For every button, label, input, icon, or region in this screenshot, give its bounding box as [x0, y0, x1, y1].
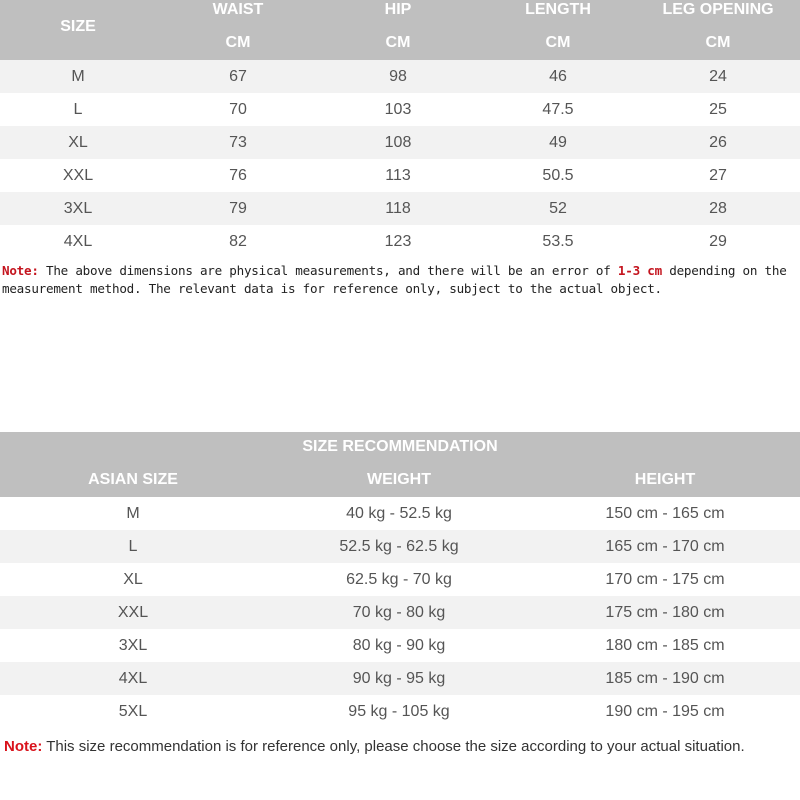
cell-size: M [71, 67, 85, 85]
cell-height: 190 cm - 195 cm [605, 702, 725, 720]
cell-size: XL [68, 133, 88, 151]
measurement-note [2, 262, 798, 298]
cell-weight: 52.5 kg - 62.5 kg [339, 537, 459, 555]
cell-leg-opening: 29 [709, 232, 727, 250]
table-row [0, 695, 800, 728]
table-row [0, 596, 800, 629]
cell-leg-opening: 27 [709, 166, 727, 184]
cell-size: 5XL [118, 702, 148, 720]
cell-size: 4XL [118, 669, 148, 687]
header-weight: WEIGHT [367, 471, 431, 488]
header-length-unit: CM [545, 34, 571, 51]
cell-length: 53.5 [542, 232, 574, 250]
header-hip: HIP [384, 1, 412, 18]
measurement-table [0, 0, 800, 258]
cell-leg-opening: 28 [709, 199, 727, 217]
cell-waist: 67 [229, 67, 247, 85]
header-size: SIZE [60, 18, 96, 35]
note-text-after: depending on the measurement method. The relevant data is for reference only, subject to the actual object. [2, 263, 787, 296]
recommendation-title: SIZE RECOMMENDATION [302, 438, 498, 455]
cell-size: 3XL [63, 199, 93, 217]
table-row [0, 530, 800, 563]
cell-waist: 73 [229, 133, 247, 151]
recommendation-table-header [0, 432, 800, 497]
table-row [0, 563, 800, 596]
cell-size: L [128, 537, 138, 555]
cell-length: 47.5 [542, 100, 574, 118]
table-row [0, 159, 800, 192]
cell-height: 175 cm - 180 cm [605, 603, 725, 621]
note-highlight-error-range: 1-3 cm [617, 263, 662, 278]
cell-hip: 103 [384, 100, 412, 118]
note-text-before: The above dimensions are physical measurements, and there will be an error of [38, 263, 618, 278]
cell-weight: 62.5 kg - 70 kg [346, 570, 452, 588]
table-row [0, 192, 800, 225]
header-asian-size: ASIAN SIZE [88, 471, 178, 488]
cell-height: 150 cm - 165 cm [605, 504, 725, 522]
table-row [0, 629, 800, 662]
note-label: Note: [4, 738, 43, 755]
recommendation-note [4, 736, 794, 758]
cell-size: XL [123, 570, 143, 588]
cell-leg-opening: 24 [709, 67, 727, 85]
cell-leg-opening: 25 [709, 100, 727, 118]
cell-height: 180 cm - 185 cm [605, 636, 725, 654]
note-label: Note: [2, 263, 39, 278]
cell-waist: 82 [229, 232, 247, 250]
table-row [0, 225, 800, 258]
cell-waist: 70 [229, 100, 247, 118]
cell-weight: 40 kg - 52.5 kg [346, 504, 452, 522]
table-row [0, 497, 800, 530]
cell-length: 46 [549, 67, 567, 85]
cell-height: 170 cm - 175 cm [605, 570, 725, 588]
header-hip-unit: CM [385, 34, 411, 51]
cell-weight: 80 kg - 90 kg [352, 636, 446, 654]
recommendation-table [0, 432, 800, 728]
cell-waist: 79 [229, 199, 247, 217]
header-length: LENGTH [525, 1, 591, 18]
cell-leg-opening: 26 [709, 133, 727, 151]
cell-size: 3XL [118, 636, 148, 654]
cell-length: 50.5 [542, 166, 574, 184]
cell-length: 49 [549, 133, 567, 151]
header-leg-opening: LEG OPENING [662, 1, 774, 18]
header-waist-unit: CM [225, 34, 251, 51]
cell-hip: 118 [385, 199, 411, 217]
cell-size: M [126, 504, 140, 522]
cell-weight: 70 kg - 80 kg [352, 603, 446, 621]
cell-hip: 108 [384, 133, 412, 151]
cell-waist: 76 [229, 166, 247, 184]
measurement-table-header [0, 0, 800, 60]
header-leg-opening-unit: CM [705, 34, 731, 51]
cell-size: XXL [62, 166, 94, 184]
table-row [0, 93, 800, 126]
cell-height: 165 cm - 170 cm [605, 537, 725, 555]
header-height: HEIGHT [634, 471, 696, 488]
cell-weight: 90 kg - 95 kg [352, 669, 446, 687]
cell-length: 52 [549, 199, 567, 217]
cell-size: 4XL [63, 232, 93, 250]
cell-height: 185 cm - 190 cm [605, 669, 725, 687]
cell-hip: 113 [385, 166, 411, 184]
header-waist: WAIST [212, 1, 264, 18]
cell-weight: 95 kg - 105 kg [348, 702, 450, 720]
table-row [0, 126, 800, 159]
cell-hip: 98 [389, 67, 407, 85]
cell-hip: 123 [384, 232, 412, 250]
cell-size: XXL [117, 603, 149, 621]
table-row [0, 662, 800, 695]
table-row [0, 60, 800, 93]
cell-size: L [73, 100, 83, 118]
note-text: This size recommendation is for reference only, please choose the size according to your actual situation. [42, 738, 745, 755]
